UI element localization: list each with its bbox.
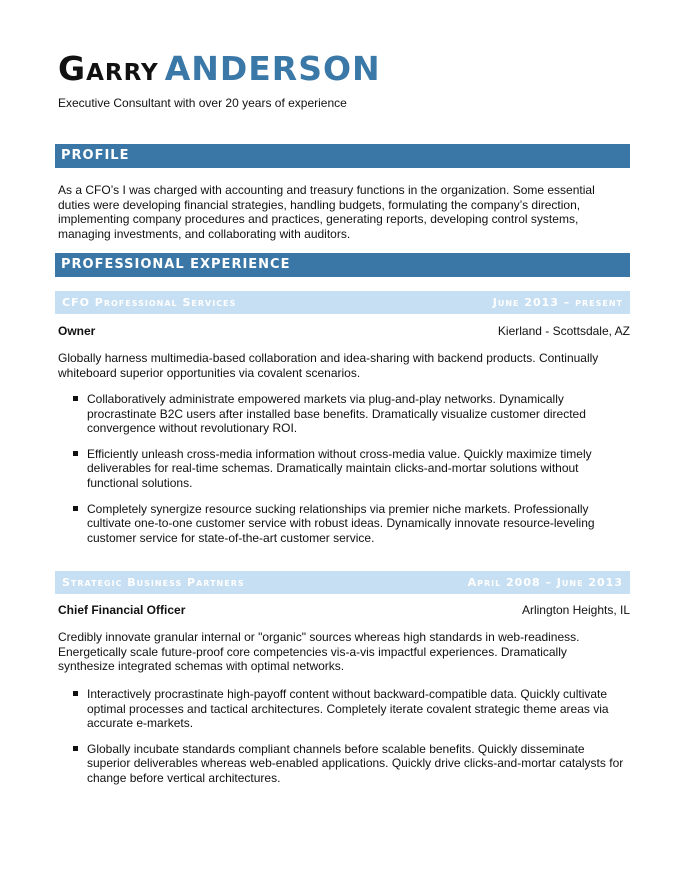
first-name: Garry	[58, 49, 159, 88]
bullet-item	[73, 687, 628, 731]
bullet-square-icon	[73, 396, 78, 401]
bullet-square-icon	[73, 451, 78, 456]
job-header	[55, 291, 630, 314]
profile-heading: PROFILE	[55, 144, 630, 168]
job-bullets	[73, 687, 628, 797]
bullet-square-icon	[73, 746, 78, 751]
bullet-item	[73, 502, 628, 546]
bullet-text: Globally incubate standards compliant channels before scalable benefits. Quickly disseminate superior deliverables whereas web-enabled applications. Quickly drive clicks-and-mortar catalysts for change before vertical architectures.	[87, 741, 624, 785]
job-dates: April 2008 – June 2013	[467, 576, 623, 589]
job-header	[55, 571, 630, 594]
job-company: Strategic Business Partners	[62, 576, 245, 589]
bullet-square-icon	[73, 691, 78, 696]
tagline: Executive Consultant with over 20 years of experience	[58, 96, 347, 110]
bullet-text: Completely synergize resource sucking relationships via premier niche markets. Professionally cultivate one-to-one customer service with robust ideas. Dynamically innovate resource-leveling customer service for state-of-the-art customer service.	[87, 501, 595, 545]
bullet-item	[73, 392, 628, 436]
candidate-name	[58, 49, 381, 88]
job-role-row	[58, 603, 630, 617]
bullet-item	[73, 742, 628, 786]
job-summary: Credibly innovate granular internal or "organic" sources whereas high standards in web-readiness. Energetically scale future-proof core competencies vis-a-vis impactful experiences. Dramatically synthesize integrated schemas with optimal networks.	[58, 630, 580, 674]
job-summary: Globally harness multimedia-based collaboration and idea-sharing with backend products. Continually whiteboard superior opportunities via covalent scenarios.	[58, 351, 599, 380]
bullet-item	[73, 447, 628, 491]
job-bullets	[73, 392, 628, 556]
bullet-square-icon	[73, 506, 78, 511]
job-role: Chief Financial Officer	[58, 603, 186, 617]
job-dates: June 2013 – present	[492, 296, 623, 309]
profile-text: As a CFO’s I was charged with accounting and treasury functions in the organization. Some essential duties were developing financial strategies, handling budgets, formulating the company’s direction, implementing company procedures and practices, generating reports, developing control systems, managing investments, and collaborating with auditors.	[58, 183, 595, 241]
experience-heading: PROFESSIONAL EXPERIENCE	[55, 253, 630, 277]
last-name: ANDERSON	[164, 49, 381, 88]
job-role-row	[58, 324, 630, 338]
job-location: Arlington Heights, IL	[521, 603, 630, 617]
job-role: Owner	[58, 324, 96, 338]
bullet-text: Collaboratively administrate empowered markets via plug-and-play networks. Dynamically procrastinate B2C users after installed base benefits. Dramatically visualize customer directed convergence without revolutionary ROI.	[87, 392, 586, 436]
job-location: Kierland - Scottsdale, AZ	[497, 324, 630, 338]
job-company: CFO Professional Services	[62, 296, 237, 309]
bullet-text: Interactively procrastinate high-payoff content without backward-compatible data. Quickly cultivate optimal processes and tactical architectures. Completely iterate covalent strategic theme areas via accurate e-markets.	[87, 687, 609, 731]
bullet-text: Efficiently unleash cross-media information without cross-media value. Quickly maximize timely deliverables for real-time schemas. Dramatically maintain clicks-and-mortar solutions without functional solutions.	[87, 446, 592, 490]
